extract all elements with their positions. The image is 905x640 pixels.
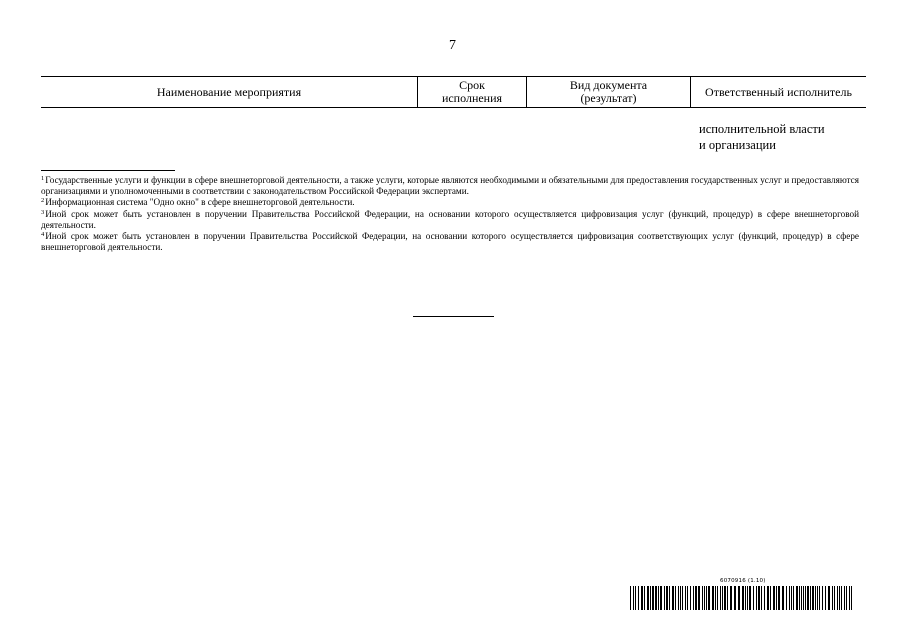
barcode-bar [805, 586, 806, 610]
header-cell-deadline [418, 77, 527, 107]
barcode-bar [702, 586, 703, 610]
barcode-bar [682, 586, 683, 610]
barcode-bar [644, 586, 645, 610]
barcode-bar [658, 586, 659, 610]
barcode-bar [695, 586, 697, 610]
barcode-bar [815, 586, 816, 610]
barcode-bars [630, 586, 856, 610]
barcode-bar [650, 586, 651, 610]
header-text: Ответственный исполнитель [705, 84, 852, 99]
barcode-bar [770, 586, 771, 610]
barcode-bar [724, 586, 726, 610]
barcode-bar [698, 586, 700, 610]
barcode-bar [844, 586, 845, 610]
barcode-bar [786, 586, 787, 610]
footnote-text: Информационная система "Одно окно" в сфере внешнеторговой деятельности. [45, 197, 355, 208]
barcode-bar [807, 586, 809, 610]
barcode-bar [776, 586, 777, 610]
barcode-bar [633, 586, 634, 610]
barcode-label: 6070916 (1.10) [720, 578, 766, 584]
footnote-separator [41, 170, 175, 171]
header-cell-document-type [527, 77, 691, 107]
barcode-bar [675, 586, 676, 610]
barcode-bar [685, 586, 686, 610]
barcode-bar [742, 586, 744, 610]
barcode-bar [749, 586, 751, 610]
footnote-mark: 1 [41, 175, 45, 182]
barcode-bar [687, 586, 688, 610]
footnote-text: Иной срок может быть установлен в поручении Правительства Российской Федерации, на основании которого осуществляется цифровизация соответствующих услуг (функций, процедур) в сфере внешнеторговой деятельности. [41, 231, 859, 253]
barcode [630, 578, 856, 612]
responsible-cell-continued [699, 121, 825, 153]
barcode-bar [793, 586, 794, 610]
barcode-bar [825, 586, 826, 610]
barcode-bar [767, 586, 769, 610]
barcode-bar [753, 586, 754, 610]
barcode-bar [832, 586, 833, 610]
barcode-bar [851, 586, 852, 610]
barcode-bar [796, 586, 798, 610]
footnote-mark: 4 [41, 231, 45, 239]
barcode-bar [635, 586, 636, 610]
barcode-bar [812, 586, 814, 610]
barcode-bar [630, 586, 631, 610]
barcode-bar [745, 586, 746, 610]
barcode-bar [789, 586, 790, 610]
barcode-bar [720, 586, 721, 610]
barcode-bar [817, 586, 818, 610]
header-text: (результат) [580, 91, 637, 105]
barcode-bar [669, 586, 670, 610]
cell-text-line: исполнительной власти [699, 122, 825, 136]
barcode-bar [727, 586, 728, 610]
page-number: 7 [449, 38, 456, 53]
barcode-bar [722, 586, 723, 610]
barcode-bar [841, 586, 842, 610]
footnote-text: Иной срок может быть установлен в поручении Правительства Российской Федерации, на основании которого осуществляется цифровизация услуг (функций, процедур) в сфере внешнеторговой деятельности. [41, 208, 859, 230]
barcode-bar [782, 586, 784, 610]
footnote-mark: 2 [41, 197, 45, 205]
header-cell-responsible [691, 77, 866, 107]
cell-text-line: и организации [699, 138, 776, 152]
barcode-bar [801, 586, 802, 610]
barcode-bar [717, 586, 718, 610]
header-cell-event-name [41, 77, 418, 107]
barcode-bar [761, 586, 762, 610]
barcode-bar [655, 586, 657, 610]
barcode-bar [773, 586, 775, 610]
barcode-bar [828, 586, 830, 610]
barcode-bar [822, 586, 823, 610]
barcode-bar [660, 586, 662, 610]
barcode-bar [678, 586, 679, 610]
table-header [41, 76, 866, 108]
header-text: Наименование мероприятия [156, 84, 302, 99]
barcode-bar [664, 586, 665, 610]
footnote-2 [41, 197, 859, 208]
barcode-bar [708, 586, 710, 610]
barcode-bar [641, 586, 643, 610]
header-text: Вид документа [569, 78, 648, 92]
footnote-4 [41, 231, 859, 253]
barcode-bar [730, 586, 732, 610]
barcode-bar [803, 586, 804, 610]
footnote-1 [41, 175, 859, 197]
barcode-bar [791, 586, 792, 610]
barcode-bar [778, 586, 780, 610]
barcode-bar [799, 586, 800, 610]
barcode-bar [849, 586, 850, 610]
barcode-bar [758, 586, 760, 610]
end-of-section-line [413, 316, 494, 317]
barcode-bar [715, 586, 716, 610]
footnote-3 [41, 209, 859, 231]
barcode-bar [810, 586, 811, 610]
barcode-bar [764, 586, 765, 610]
barcode-bar [747, 586, 748, 610]
barcode-bar [706, 586, 707, 610]
barcode-bar [652, 586, 654, 610]
footnotes [41, 175, 859, 253]
barcode-bar [647, 586, 649, 610]
header-text: Срок [459, 78, 485, 92]
barcode-bar [756, 586, 757, 610]
header-text: исполнения [441, 91, 503, 105]
barcode-bar [846, 586, 847, 610]
barcode-bar [819, 586, 820, 610]
barcode-bar [672, 586, 674, 610]
barcode-bar [712, 586, 714, 610]
barcode-bar [693, 586, 694, 610]
barcode-bar [839, 586, 840, 610]
footnote-text: Государственные услуги и функции в сфере внешнеторговой деятельности, а также услуги, которые являются необходимыми и обязательными для предоставления государственных услуг и предоставляются организациями и уполномоченными в соответствии с законодательством Российской Федерации экспертами. [41, 175, 859, 197]
barcode-bar [680, 586, 681, 610]
barcode-bar [738, 586, 740, 610]
barcode-bar [666, 586, 668, 610]
footnote-mark: 3 [41, 208, 45, 216]
barcode-bar [734, 586, 736, 610]
barcode-bar [638, 586, 639, 610]
barcode-bar [690, 586, 691, 610]
barcode-bar [837, 586, 838, 610]
barcode-bar [834, 586, 835, 610]
barcode-bar [704, 586, 705, 610]
